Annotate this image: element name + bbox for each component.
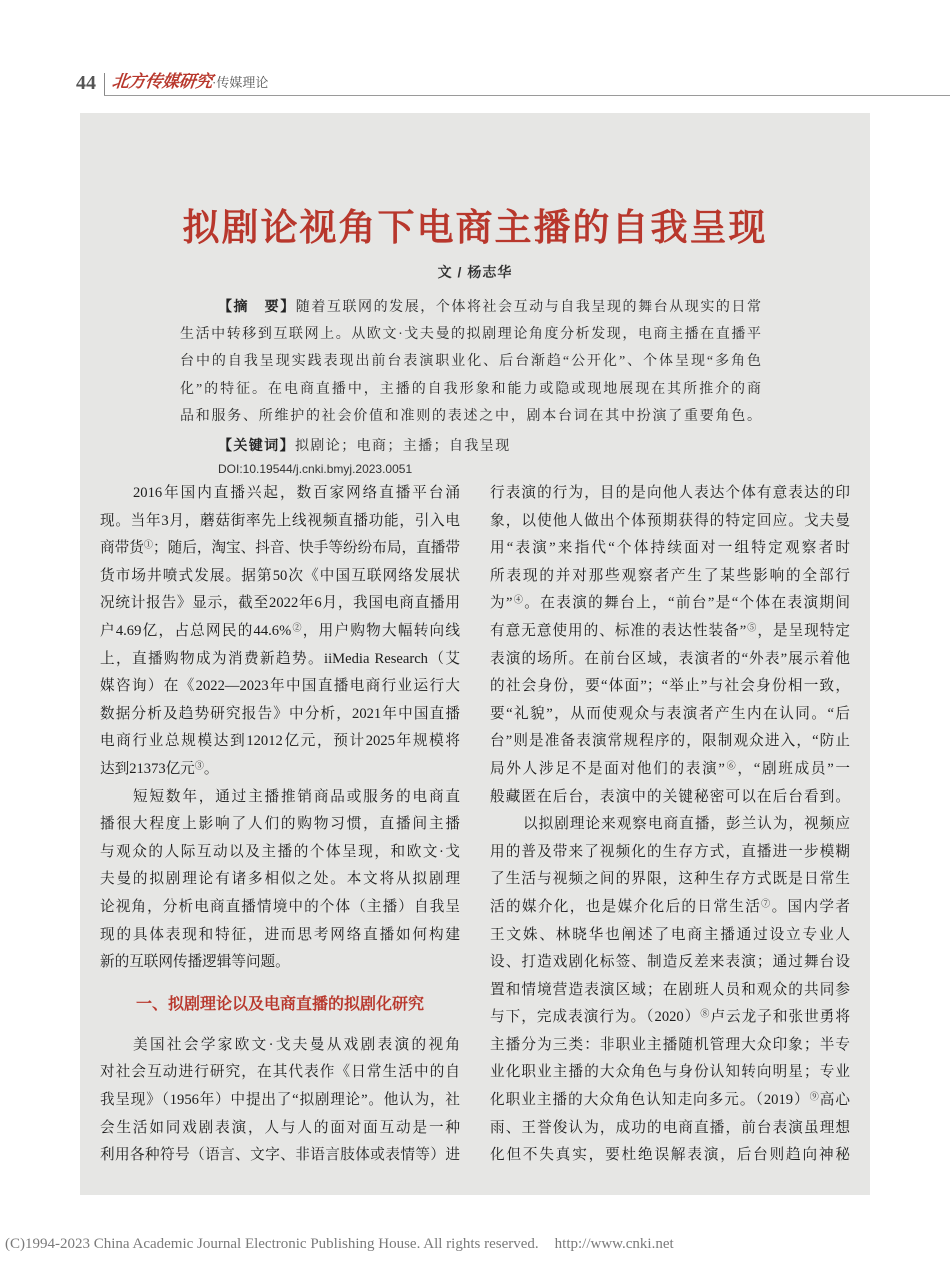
text-line: 夫曼的拟剧理论有诸多相似之处。本文将从拟剧理 <box>100 871 460 888</box>
text-line: 设、打造戏剧化标签、制造反差来表演；通过舞台设 <box>490 954 850 971</box>
text-line: 置和情境营造表演区域；在剧班人员和观众的共同参 <box>490 981 850 998</box>
text-line: 短短数年，通过主播推销商品或服务的电商直 <box>133 788 460 805</box>
text-line: 电商行业总规模达到12012亿元，预计2025年规模将 <box>100 733 460 750</box>
text-line: 局外人涉足不是面对他们的表演”⑥，“剧班成员”一 <box>490 760 850 777</box>
text-line: 王文姝、林晓华也阐述了电商主播通过设立专业人 <box>490 926 850 943</box>
footnote-marker: ⑧ <box>700 1008 711 1019</box>
body-paragraph <box>100 480 460 784</box>
abstract-line: 品和服务、所维护的社会价值和准则的表述之中，剧本台词在其中扮演了重要角色。 <box>180 409 762 424</box>
text-line: 台”则是准备表演常规程序的，限制观众进入，“防止 <box>490 733 850 750</box>
text-line: 利用各种符号（语言、文字、非语言肢体或表情等）进 <box>100 1147 460 1164</box>
text-line: 媒咨询）在《2022—2023年中国直播电商行业运行大 <box>100 678 460 695</box>
keywords-label: 【关键词】 <box>218 437 295 453</box>
footnote-marker: ⑥ <box>724 760 738 771</box>
body-paragraph <box>490 811 850 1170</box>
text-line: 化但不失真实，要杜绝误解表演，后台则趋向神秘 <box>490 1147 850 1164</box>
text-line: 雨、王誉俊认为，成功的电商直播，前台表演虽理想 <box>490 1119 850 1136</box>
text-line: 为”④。在表演的舞台上，“前台”是“个体在表演期间 <box>490 594 850 612</box>
left-column <box>100 480 460 1170</box>
section-heading: 一、拟剧理论以及电商直播的拟剧化研究 <box>135 995 424 1013</box>
text-line: 数据分析及趋势研究报告》中分析，2021年中国直播 <box>100 705 460 722</box>
body-paragraph <box>100 1032 460 1170</box>
copyright-footer <box>5 1234 674 1254</box>
text-line: 行表演的行为，目的是向他人表达个体有意表达的印 <box>490 485 850 501</box>
footnote-marker: ⑦ <box>761 898 772 909</box>
text-line: 用的普及带来了视频化的生存方式，直播进一步模糊 <box>490 843 850 860</box>
text-line: 与观众的人际互动以及主播的个体呈现，和欧文·戈 <box>100 843 460 860</box>
text-line: 所表现的并对那些观察者产生了某些影响的全部行 <box>490 567 850 584</box>
text-line: 会生活如同戏剧表演，人与人的面对面互动是一种 <box>100 1119 460 1136</box>
body-paragraph <box>100 784 460 977</box>
text-line: 户4.69亿，占总网民的44.6%②，用户购物大幅转向线 <box>100 622 460 639</box>
text-line: 商带货①；随后，淘宝、抖音、快手等纷纷布局，直播带 <box>100 539 460 557</box>
text-line: 2016年国内直播兴起，数百家网络直播平台涌 <box>133 485 460 501</box>
body-paragraph <box>490 480 850 811</box>
text-line: 论视角，分析电商直播情境中的个体（主播）自我呈 <box>100 898 460 915</box>
text-line: 达到21373亿元③。 <box>100 760 219 777</box>
text-line: 现。当年3月，蘑菇街率先上线视频直播功能，引入电 <box>100 512 460 529</box>
article-panel <box>80 113 870 1195</box>
text-line: 象，以使他人做出个体预期获得的特定回应。戈夫曼 <box>490 512 850 529</box>
footnote-marker: ③ <box>194 760 204 771</box>
article-title: 拟剧论视角下电商主播的自我呈现 <box>182 205 768 249</box>
text-line: 美国社会学家欧文·戈夫曼从戏剧表演的视角 <box>133 1036 460 1053</box>
footnote-marker: ⑤ <box>746 622 758 633</box>
page-number: 44 <box>76 72 96 94</box>
journal-logo: 北方传媒研究 <box>110 72 214 92</box>
text-line: 要“礼貌”，从而使观众与表演者产生内在认同。“后 <box>490 705 850 722</box>
text-line: 有意无意使用的、标准的表达性装备”⑤，是呈现特定 <box>490 622 850 639</box>
abstract-line: 台中的自我呈现实践表现出前台表演职业化、后台渐趋“公开化”、个体呈现“多角色 <box>180 354 762 369</box>
header-rule <box>104 95 950 96</box>
text-line: 货市场井喷式发展。据第50次《中国互联网络发展状 <box>100 567 460 584</box>
abstract-line: 生活中转移到互联网上。从欧文·戈夫曼的拟剧理论角度分析发现，电商主播在直播平 <box>180 326 762 342</box>
text-line: 业化职业主播的大众角色与身份认知转向明星；专业 <box>490 1064 850 1081</box>
right-column <box>490 480 850 1170</box>
doi: DOI:10.19544/j.cnki.bmyj.2023.0051 <box>218 462 413 476</box>
footer-url: http://www.cnki.net <box>554 1236 674 1252</box>
footnote-marker: ② <box>291 622 303 633</box>
abstract-line: 化”的特征。在电商直播中，主播的自我形象和能力或隐或现地展现在其所推介的商 <box>180 381 762 397</box>
section-name: ·传媒理论 <box>212 75 269 90</box>
footnote-marker: ④ <box>512 594 525 605</box>
keywords-text: 拟剧论；电商；主播；自我呈现 <box>295 439 511 454</box>
abstract-text: 随着互联网的发展，个体将社会互动与自我呈现的舞台从现实的日常 <box>295 300 762 315</box>
abstract-label: 【摘 要】 <box>218 298 296 314</box>
text-line: 对社会互动进行研究，在其代表作《日常生活中的自 <box>100 1064 460 1081</box>
text-line: 主播分为三类：非职业主播随机管理大众印象；半专 <box>490 1036 850 1053</box>
footnote-marker: ① <box>143 539 153 550</box>
text-line: 活的媒介化，也是媒介化后的日常生活⑦。国内学者 <box>490 898 850 915</box>
keywords <box>180 432 762 460</box>
author-byline: 文 / 杨志华 <box>437 264 513 280</box>
text-line: 况统计报告》显示，截至2022年6月，我国电商直播用 <box>100 595 460 612</box>
footnote-marker: ⑨ <box>809 1091 820 1102</box>
header-divider <box>104 73 105 96</box>
text-line: 的社会身份，要“体面”；“举止”与社会身份相一致， <box>490 678 850 695</box>
copyright-text: (C)1994-2023 China Academic Journal Electronic Publishing House. All rights reserved. <box>5 1236 539 1252</box>
text-line: 现的具体表现和特征，进而思考网络直播如何构建 <box>100 926 460 943</box>
text-line: 化职业主播的大众角色认知走向多元。（2019）⑨高心 <box>490 1091 850 1109</box>
text-line: 表演的场所。在前台区域，表演者的“外表”展示着他 <box>490 650 850 667</box>
abstract-line <box>180 293 762 321</box>
text-line: 了生活与视频之间的界限，这种生存方式既是日常生 <box>490 871 850 888</box>
text-line: 用“表演”来指代“个体持续面对一组特定观察者时 <box>490 540 850 557</box>
text-line: 与下，完成表演行为。（2020）⑧卢云龙子和张世勇将 <box>490 1008 850 1026</box>
text-line: 我呈现》（1956年）中提出了“拟剧理论”。他认为，社 <box>100 1092 460 1109</box>
text-line: 上，直播购物成为消费新趋势。iiMedia Research（艾 <box>100 650 460 667</box>
text-line: 新的互联网传播逻辑等问题。 <box>100 954 290 971</box>
text-line: 以拟剧理论来观察电商直播，彭兰认为，视频应 <box>523 816 850 833</box>
abstract <box>180 293 762 431</box>
text-line: 播很大程度上影响了人们的购物习惯，直播间主播 <box>100 816 460 833</box>
text-line: 般藏匿在后台，表演中的关键秘密可以在后台看到。 <box>490 788 850 805</box>
